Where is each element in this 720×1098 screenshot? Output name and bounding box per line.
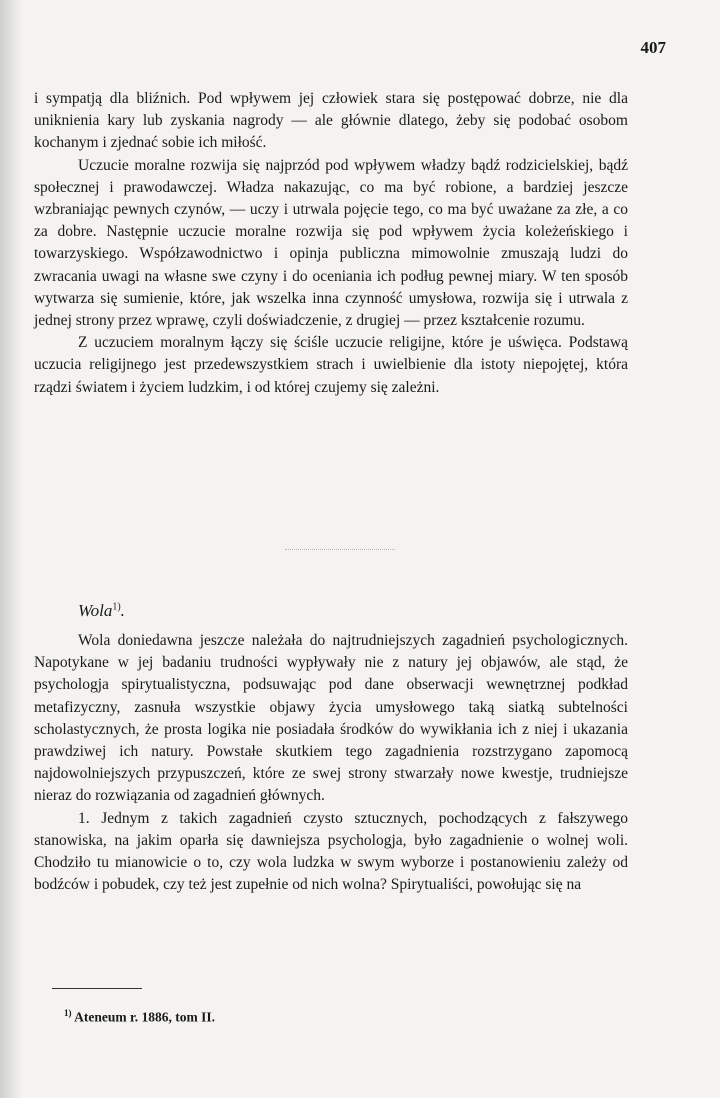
footnote-text: Ateneum r. 1886, tom II. (74, 1009, 216, 1025)
paragraph: i sympatją dla bliźnich. Pod wpływem jej człowiek stara się postępować dobrze, nie dla uniknienia kary lub zyskania nagrody — ale głównie dlatego, żeby się podobać osobom kochanym i zjednać sobie ich miłość. (34, 90, 628, 152)
paragraph: Z uczuciem moralnym łączy się ściśle uczucie religijne, które je uświęca. Podstawą uczucia religijnego jest przedewszystkiem strach i uwielbienie dla istoty niepojętej, która rządzi światem i życiem ludzkim, i od której czujemy się zależni. (34, 334, 628, 396)
page-number: 407 (640, 38, 666, 57)
footnote-rule (52, 988, 142, 989)
section-title: Wola (78, 601, 113, 620)
section-heading: Wola$^{1)}$. (78, 601, 125, 620)
footnote-mark: 1) (64, 1008, 72, 1018)
footnote (64, 1008, 215, 1026)
paragraph: Uczucie moralne rozwija się najprzód pod wpływem władzy bądź rodzicielskiej, bądź społecznej i prawodawczej. Władza nakazując, co ma być robione, a bardziej jeszcze wzbraniając pewnych czynów, — uczy i utrwala pojęcie tego, co ma być uważane za złe, a co za dobre. Następnie uczucie moralne rozwija się pod wpływem życia koleżeńskiego i towarzyskiego. Współzawodnictwo i opinja publiczna mimowolnie zmuszają ludzi do zwracania uwagi na własne swe czyny i do oceniania ich podług pewnej miary. W ten sposób wytwarza się sumienie, które, jak wszelka inna czynność umysłowa, rozwija się i utrwala z jednej strony przez wprawę, czyli doświadczenie, z drugiej — przez kształcenie rozumu. (34, 156, 628, 330)
section-divider (285, 549, 395, 550)
paragraph: Wola doniedawna jeszcze należała do najtrudniejszych zagadnień psychologicznych. Napotykane w jej badaniu trudności wypływały nie z natury jej objawów, ale stąd, że psychologja spirytualistyczna, podsuwając pod dane obserwacji wewnętrznej podkład metafizyczny, zasnuła wszystkie objawy życia umysłowego taką siatką subtelności scholastycznych, że prosta logika nie posiadała środków do wywikłania ich z niej i ukazania prawdziwej ich natury. Powstałe skutkiem tego zagadnienia rozstrzygano zapomocą najdowolniejszych przypuszczeń, które ze swej strony stwarzały nowe kwestje, trudniejsze nieraz do rozwiązania od zagadnień głównych. (34, 632, 628, 805)
paragraph: 1. Jednym z takich zagadnień czysto sztucznych, pochodzących z fałszywego stanowiska, na jakim oparła się dawniejsza psychologja, było zagadnienie o wolnej woli. Chodziło tu mianowicie o to, czy wola ludzka w swym wyborze i postanowieniu zależy od bodźców i pobudek, czy też jest zupełnie od nich wolna? Spirytualiści, powołując się na (34, 809, 628, 894)
footnote-reference: 1) (112, 601, 121, 613)
text-block-bottom (34, 630, 628, 896)
text-block-top (34, 88, 628, 399)
page-edge-shadow (0, 0, 22, 1098)
